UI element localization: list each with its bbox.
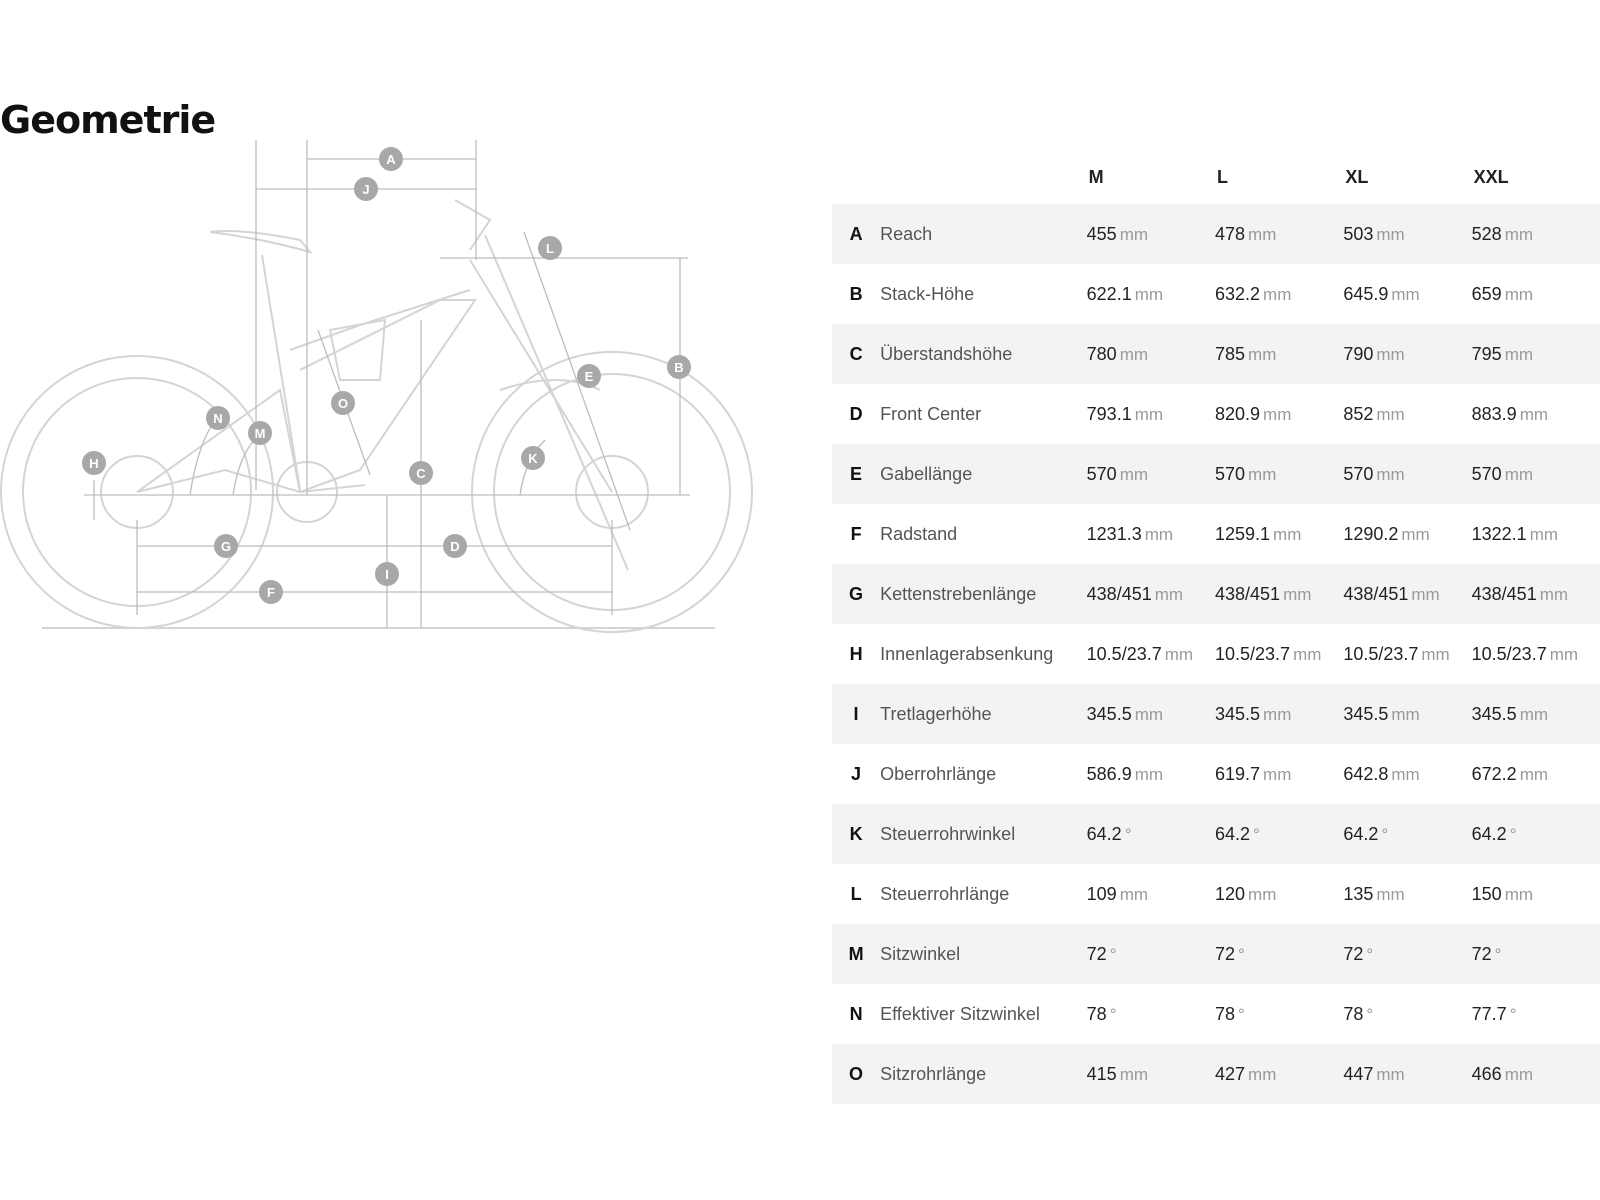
size-value (1472, 384, 1600, 444)
value-number: 790 (1343, 343, 1374, 364)
saddle (210, 231, 310, 252)
value-number: 1259.1 (1214, 523, 1271, 544)
value-unit: mm (1519, 704, 1549, 724)
value-unit: mm (1119, 224, 1149, 244)
row-label: Tretlagerhöhe (880, 684, 1087, 744)
value-unit: mm (1248, 884, 1277, 904)
size-value (1472, 744, 1600, 804)
value-unit: mm (1154, 584, 1184, 604)
value-unit: mm (1263, 704, 1292, 724)
marker-letter: C (416, 466, 426, 481)
size-value (1343, 444, 1471, 504)
value-number: 447 (1343, 1063, 1374, 1084)
marker-n (206, 406, 230, 430)
size-value (1215, 264, 1343, 324)
value-unit: mm (1504, 224, 1534, 244)
size-value (1343, 924, 1471, 984)
value-number: 77.7 (1471, 1003, 1507, 1024)
marker-e (577, 364, 601, 388)
row-letter: G (832, 564, 880, 624)
value-unit: ° (1109, 1004, 1117, 1024)
size-value (1472, 564, 1600, 624)
value-number: 659 (1471, 283, 1502, 304)
row-label: Sitzrohrlänge (880, 1044, 1087, 1104)
size-value (1215, 384, 1343, 444)
marker-letter: G (220, 539, 232, 554)
value-unit: mm (1391, 704, 1420, 724)
value-unit: mm (1119, 344, 1149, 364)
size-value (1087, 684, 1215, 744)
value-unit: mm (1421, 644, 1450, 664)
value-number: 438/451 (1214, 583, 1281, 604)
marker-letter: M (254, 426, 266, 441)
table-row (832, 624, 1600, 684)
marker-letter: N (213, 411, 223, 426)
value-unit: mm (1519, 764, 1549, 784)
value-number: 619.7 (1214, 763, 1261, 784)
size-value (1087, 324, 1215, 384)
size-header-xl: XL (1345, 166, 1369, 187)
value-unit: mm (1273, 524, 1302, 544)
size-value (1087, 264, 1215, 324)
value-number: 10.5/23.7 (1343, 643, 1419, 664)
size-value (1087, 624, 1215, 684)
marker-o (331, 391, 355, 415)
value-number: 586.9 (1086, 763, 1132, 784)
down-tube (300, 300, 475, 492)
value-number: 64.2 (1086, 823, 1122, 844)
value-number: 10.5/23.7 (1214, 643, 1291, 664)
value-number: 120 (1214, 883, 1246, 904)
size-value (1343, 504, 1471, 564)
value-unit: mm (1119, 884, 1149, 904)
value-number: 1231.3 (1086, 523, 1142, 544)
row-label: Oberrohrlänge (880, 763, 997, 784)
value-unit: ° (1124, 824, 1132, 844)
row-letter: I (832, 684, 880, 744)
value-unit: mm (1134, 404, 1164, 424)
marker-c (409, 461, 433, 485)
size-value (1343, 1044, 1471, 1104)
size-value (1087, 504, 1215, 564)
value-unit: mm (1391, 764, 1420, 784)
row-letter: E (832, 444, 880, 504)
size-value (1343, 864, 1471, 924)
value-unit: mm (1401, 524, 1430, 544)
value-number: 64.2 (1343, 823, 1379, 844)
row-label: Effektiver Sitzwinkel (880, 1003, 1040, 1024)
value-unit: ° (1238, 1004, 1245, 1024)
value-unit: mm (1144, 524, 1174, 544)
marker-b (667, 355, 691, 379)
table-row (832, 324, 1600, 384)
value-unit: mm (1263, 404, 1292, 424)
size-value (1087, 864, 1215, 924)
size-value (1343, 264, 1471, 324)
value-unit: mm (1504, 884, 1534, 904)
value-number: 78 (1214, 1003, 1236, 1024)
value-number: 528 (1471, 223, 1502, 244)
table-row (832, 504, 1600, 564)
value-unit: ° (1381, 824, 1389, 844)
value-number: 478 (1214, 223, 1246, 244)
size-value (1215, 564, 1343, 624)
marker-letter: E (584, 369, 594, 384)
header-spacer (880, 150, 1087, 204)
value-number: 570 (1086, 463, 1117, 484)
row-letter: L (850, 883, 862, 904)
table-row (832, 744, 1600, 804)
value-number: 72 (1214, 943, 1236, 964)
value-unit: mm (1529, 524, 1559, 544)
value-unit: mm (1263, 284, 1292, 304)
marker-letter: J (362, 182, 370, 197)
row-letter: F (850, 523, 862, 544)
size-value (1215, 984, 1343, 1044)
steerer-line (485, 235, 628, 570)
value-number: 78 (1086, 1003, 1107, 1024)
value-number: 645.9 (1343, 283, 1389, 304)
marker-g (214, 534, 238, 558)
marker-letter: I (385, 567, 389, 582)
value-number: 150 (1471, 883, 1502, 904)
table-row (832, 804, 1600, 864)
size-value (1215, 204, 1343, 264)
value-number: 570 (1214, 463, 1246, 484)
size-value (1087, 204, 1215, 264)
value-number: 345.5 (1343, 703, 1389, 724)
marker-letter: K (528, 451, 538, 466)
value-unit: mm (1504, 344, 1534, 364)
value-unit: mm (1293, 644, 1322, 664)
row-label: Radstand (880, 523, 958, 544)
size-value (1087, 384, 1215, 444)
value-unit: ° (1238, 944, 1245, 964)
table-row (832, 684, 1600, 744)
size-value (1343, 324, 1471, 384)
value-number: 1290.2 (1343, 523, 1399, 544)
table-row (832, 564, 1600, 624)
row-label: Reach (880, 204, 1087, 264)
value-unit: mm (1283, 584, 1312, 604)
value-unit: ° (1494, 944, 1502, 964)
value-number: 570 (1471, 463, 1502, 484)
value-unit: mm (1376, 404, 1405, 424)
size-value (1472, 984, 1600, 1044)
table-row (832, 1044, 1600, 1104)
marker-h (82, 451, 106, 475)
value-unit: mm (1119, 1064, 1149, 1084)
value-unit: ° (1366, 1004, 1374, 1024)
row-letter: C (832, 324, 880, 384)
value-number: 64.2 (1214, 823, 1251, 844)
size-value (1472, 264, 1600, 324)
row-letter: M (832, 924, 880, 984)
value-unit: ° (1366, 944, 1374, 964)
marker-letter: H (89, 456, 99, 471)
size-value (1087, 984, 1215, 1044)
size-value (1343, 384, 1471, 444)
size-value (1343, 564, 1471, 624)
size-value (1215, 684, 1343, 744)
size-value (1215, 924, 1343, 984)
marker-i (375, 562, 399, 586)
table-row (832, 924, 1600, 984)
row-letter: H (849, 643, 863, 664)
value-unit: ° (1509, 1004, 1517, 1024)
table-row (832, 264, 1600, 324)
size-header-m: M (1088, 166, 1104, 187)
size-value (1215, 744, 1343, 804)
value-unit: mm (1134, 704, 1164, 724)
marker-j (354, 177, 378, 201)
marker-k (521, 446, 545, 470)
value-number: 570 (1343, 463, 1374, 484)
value-number: 622.1 (1086, 283, 1132, 304)
value-unit: mm (1504, 284, 1534, 304)
value-number: 642.8 (1343, 763, 1389, 784)
size-value (1215, 444, 1343, 504)
marker-f (259, 580, 283, 604)
value-number: 632.2 (1214, 283, 1261, 304)
value-number: 64.2 (1471, 823, 1507, 844)
value-number: 427 (1214, 1063, 1246, 1084)
size-header-row (832, 150, 1600, 204)
value-number: 109 (1086, 883, 1117, 904)
size-value (1472, 444, 1600, 504)
size-value (1215, 504, 1343, 564)
size-value (1087, 1044, 1215, 1104)
size-value (1472, 804, 1600, 864)
size-value (1087, 444, 1215, 504)
value-number: 438/451 (1343, 583, 1409, 604)
marker-l (538, 236, 562, 260)
value-number: 503 (1343, 223, 1374, 244)
marker-d (443, 534, 467, 558)
row-letter: A (832, 204, 880, 264)
size-header-l: L (1216, 166, 1228, 187)
size-value (1087, 804, 1215, 864)
header-spacer (832, 150, 880, 204)
handlebar (455, 200, 490, 250)
row-label: Kettenstrebenlänge (880, 564, 1087, 624)
value-unit: mm (1391, 284, 1420, 304)
value-number: 415 (1086, 1063, 1117, 1084)
value-number: 72 (1343, 943, 1364, 964)
size-value (1472, 324, 1600, 384)
value-unit: mm (1134, 284, 1164, 304)
value-number: 438/451 (1086, 583, 1152, 604)
size-value (1472, 624, 1600, 684)
row-label: Steuerrohrlänge (880, 883, 1010, 904)
value-number: 455 (1086, 223, 1117, 244)
value-unit: mm (1248, 344, 1277, 364)
size-value (1087, 744, 1215, 804)
table-row (832, 384, 1600, 444)
table-row (832, 984, 1600, 1044)
value-number: 795 (1471, 343, 1502, 364)
value-number: 10.5/23.7 (1471, 643, 1547, 664)
value-unit: mm (1119, 464, 1149, 484)
size-value (1472, 864, 1600, 924)
value-unit: mm (1376, 224, 1405, 244)
value-number: 78 (1343, 1003, 1364, 1024)
row-label: Sitzwinkel (880, 924, 1087, 984)
size-value (1087, 924, 1215, 984)
size-value (1472, 924, 1600, 984)
row-label: Steuerrohrwinkel (880, 804, 1087, 864)
value-unit: mm (1519, 404, 1549, 424)
row-label: Gabellänge (880, 444, 1087, 504)
value-unit: mm (1248, 224, 1277, 244)
value-unit: mm (1134, 764, 1164, 784)
row-letter: K (832, 804, 880, 864)
marker-letter: D (450, 539, 460, 554)
value-unit: mm (1263, 764, 1292, 784)
value-number: 780 (1086, 343, 1117, 364)
size-value (1472, 684, 1600, 744)
value-unit: mm (1376, 1064, 1405, 1084)
value-number: 466 (1471, 1063, 1502, 1084)
value-number: 852 (1343, 403, 1374, 424)
value-number: 785 (1214, 343, 1246, 364)
row-label: Überstandshöhe (880, 324, 1087, 384)
geometry-table (832, 150, 1600, 1104)
size-value (1343, 624, 1471, 684)
size-value (1215, 324, 1343, 384)
row-label: Front Center (880, 403, 982, 424)
size-value (1472, 1044, 1600, 1104)
size-value (1215, 804, 1343, 864)
size-value (1343, 804, 1471, 864)
row-letter: D (849, 403, 863, 424)
value-number: 72 (1086, 943, 1107, 964)
size-value (1343, 204, 1471, 264)
value-unit: mm (1248, 1064, 1277, 1084)
size-value (1343, 684, 1471, 744)
table-row (832, 444, 1600, 504)
row-label: Innenlagerabsenkung (880, 643, 1054, 664)
value-unit: mm (1411, 584, 1440, 604)
value-number: 793.1 (1086, 403, 1132, 424)
row-letter: B (849, 283, 863, 304)
value-unit: ° (1509, 824, 1517, 844)
value-unit: mm (1539, 584, 1569, 604)
value-number: 438/451 (1471, 583, 1537, 604)
value-number: 72 (1471, 943, 1492, 964)
size-value (1343, 744, 1471, 804)
table-row (832, 864, 1600, 924)
seatstay (137, 390, 300, 492)
value-unit: mm (1376, 344, 1405, 364)
marker-letter: O (337, 396, 349, 411)
value-unit: mm (1248, 464, 1277, 484)
marker-letter: L (546, 241, 554, 256)
value-number: 820.9 (1214, 403, 1261, 424)
value-number: 345.5 (1214, 703, 1261, 724)
value-number: 135 (1343, 883, 1374, 904)
row-letter: N (849, 1003, 863, 1024)
marker-m (248, 421, 272, 445)
value-number: 883.9 (1471, 403, 1517, 424)
size-header-xxl: XXL (1473, 166, 1509, 187)
marker-letter: F (267, 585, 275, 600)
value-number: 10.5/23.7 (1086, 643, 1162, 664)
value-number: 345.5 (1086, 703, 1132, 724)
size-value (1472, 504, 1600, 564)
row-label: Stack-Höhe (880, 283, 975, 304)
value-unit: mm (1164, 644, 1194, 664)
marker-letter: A (386, 152, 396, 167)
value-unit: mm (1376, 464, 1405, 484)
row-letter: O (832, 1044, 880, 1104)
size-value (1215, 864, 1343, 924)
size-value (1215, 624, 1343, 684)
marker-a (379, 147, 403, 171)
value-unit: ° (1253, 824, 1260, 844)
value-unit: mm (1504, 464, 1534, 484)
page-title: Geometrie (0, 98, 216, 142)
bike-geometry-diagram (0, 140, 780, 660)
value-unit: ° (1109, 944, 1117, 964)
table-row (832, 204, 1600, 264)
marker-letter: B (674, 360, 684, 375)
size-value (1343, 984, 1471, 1044)
size-value (1472, 204, 1600, 264)
row-letter: J (851, 763, 862, 784)
value-unit: mm (1504, 1064, 1534, 1084)
value-number: 672.2 (1471, 763, 1517, 784)
size-value (1087, 564, 1215, 624)
value-unit: mm (1549, 644, 1579, 664)
size-value (1215, 1044, 1343, 1104)
value-number: 1322.1 (1471, 523, 1527, 544)
value-unit: mm (1376, 884, 1405, 904)
value-number: 345.5 (1471, 703, 1517, 724)
